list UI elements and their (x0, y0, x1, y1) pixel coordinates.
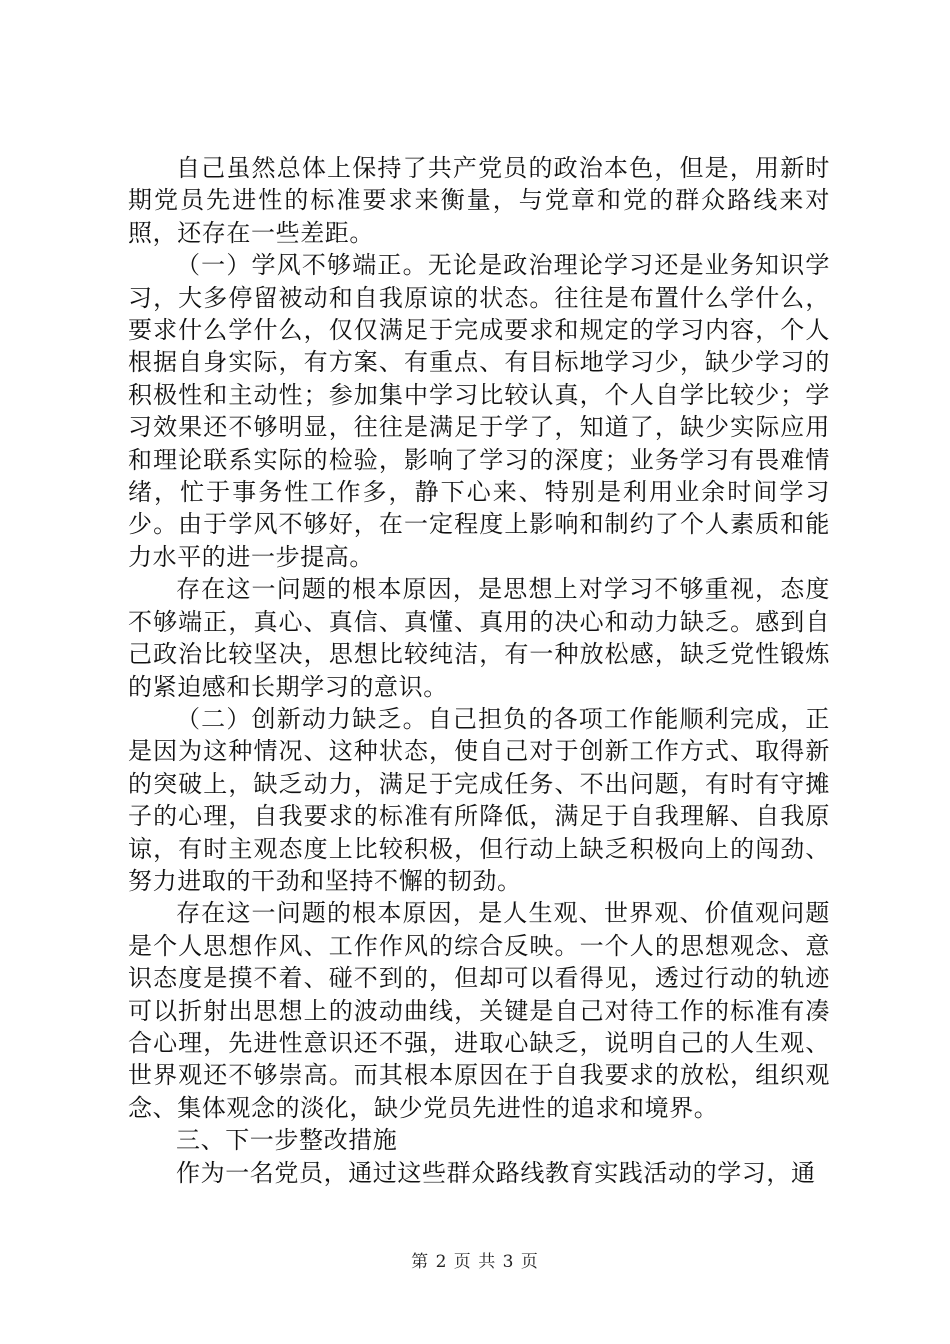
page-number-footer: 第 2 页 共 3 页 (411, 1252, 539, 1272)
paragraph-next-steps: 作为一名党员，通过这些群众路线教育实践活动的学习，通 (176, 1158, 816, 1187)
section-heading-next-steps: 三、下一步整改措施 (176, 1126, 398, 1155)
paragraph-intro: 自己虽然总体上保持了共产党员的政治本色，但是，用新时期党员先进性的标准要求来衡量，与党章和党的群众路线来对照，还存在一些差距。 (128, 154, 830, 247)
paragraph-innovation: （二）创新动力缺乏。自己担负的各项工作能顺利完成，正是因为这种情况、这种状态，使自己对于创新工作方式、取得新的突破上，缺乏动力，满足于完成任务、不出问题，有时有守摊子的心理，自我要求的标准有所降低，满足于自我理解、自我原谅，有时主观态度上比较积极，但行动上缺乏积极向上的闯劲、努力进取的干劲和坚持不懈的韧劲。 (128, 704, 830, 895)
paragraph-study-style: （一）学风不够端正。无论是政治理论学习还是业务知识学习，大多停留被动和自我原谅的状态。往往是布置什么学什么，要求什么学什么，仅仅满足于完成要求和规定的学习内容，个人根据自身实际，有方案、有重点、有目标地学习少，缺少学习的积极性和主动性；参加集中学习比较认真，个人自学比较少；学习效果还不够明显，往往是满足于学了，知道了，缺少实际应用和理论联系实际的检验，影响了学习的深度；业务学习有畏难情绪，忙于事务性工作多，静下心来、特别是利用业余时间学习少。由于学风不够好，在一定程度上影响和制约了个人素质和能力水平的进一步提高。 (128, 251, 830, 571)
paragraph-innovation-cause: 存在这一问题的根本原因，是人生观、世界观、价值观问题是个人思想作风、工作作风的综合反映。一个人的思想观念、意识态度是摸不着、碰不到的，但却可以看得见，透过行动的轨迹可以折射出思想上的波动曲线，关键是自己对待工作的标准有凑合心理，先进性意识还不强，进取心缺乏，说明自己的人生观、世界观还不够崇高。而其根本原因在于自我要求的放松，组织观念、集体观念的淡化，缺少党员先进性的追求和境界。 (128, 899, 830, 1122)
document-body (128, 152, 830, 1189)
paragraph-study-cause: 存在这一问题的根本原因，是思想上对学习不够重视，态度不够端正，真心、真信、真懂、真用的决心和动力缺乏。感到自己政治比较坚决，思想比较纯洁，有一种放松感，缺乏党性锻炼的紧迫感和长期学习的意识。 (128, 575, 830, 701)
